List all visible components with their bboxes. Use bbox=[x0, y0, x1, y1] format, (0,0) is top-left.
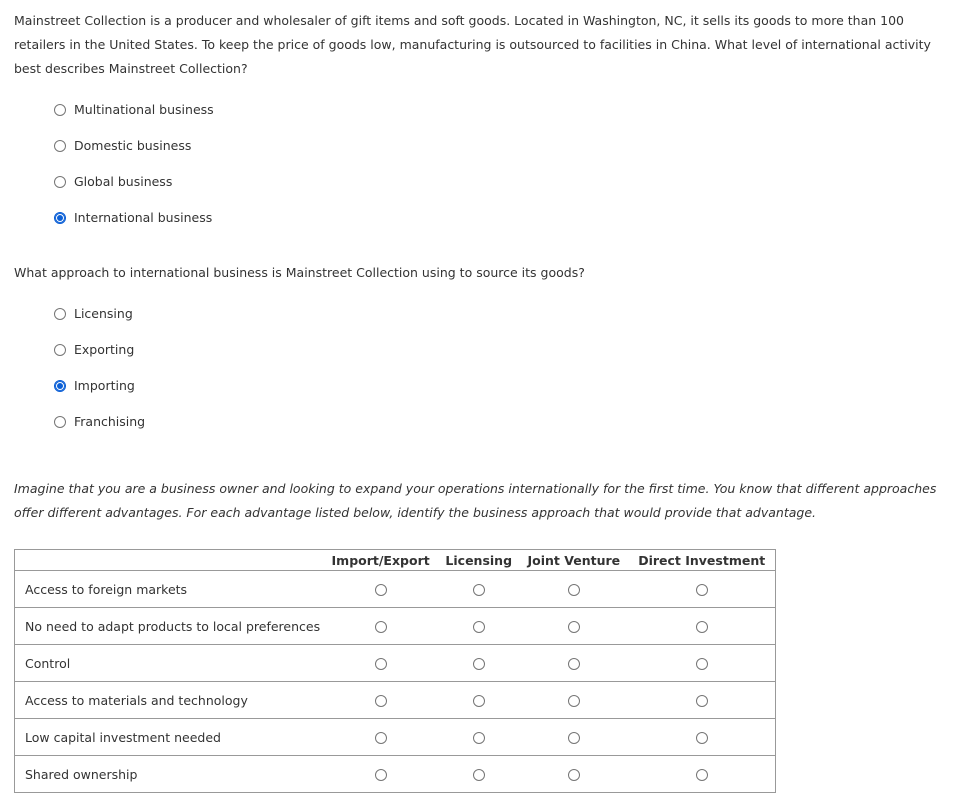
option-licensing[interactable] bbox=[54, 305, 145, 341]
matrix-cell[interactable] bbox=[519, 719, 628, 756]
radio-button[interactable] bbox=[473, 658, 485, 670]
radio-button[interactable] bbox=[473, 732, 485, 744]
matrix-cell[interactable] bbox=[323, 756, 438, 793]
radio-button[interactable] bbox=[375, 658, 387, 670]
radio-button[interactable] bbox=[54, 140, 66, 152]
matrix-cell[interactable] bbox=[519, 571, 628, 608]
radio-button[interactable] bbox=[473, 621, 485, 633]
radio-button[interactable] bbox=[54, 176, 66, 188]
question-1-text: Mainstreet Collection is a producer and wholesaler of gift items and soft goods. Located in Washington, NC, it sells its goods to more than 100 retailers in the United States. To keep the price of goods low, manufacturing is outsourced to facilities in China. What level of international activity best describes Mainstreet Collection? bbox=[14, 13, 931, 76]
matrix-cell[interactable] bbox=[628, 608, 775, 645]
option-franchising[interactable] bbox=[54, 413, 145, 449]
matrix-row bbox=[15, 645, 776, 682]
matrix-cell[interactable] bbox=[519, 682, 628, 719]
question-2-text: What approach to international business is Mainstreet Collection using to source its goods? bbox=[14, 265, 585, 280]
option-label: Franchising bbox=[74, 414, 146, 429]
matrix-row bbox=[15, 756, 776, 793]
radio-button[interactable] bbox=[568, 658, 580, 670]
matrix-row bbox=[15, 719, 776, 756]
matrix-cell[interactable] bbox=[519, 756, 628, 793]
radio-button[interactable] bbox=[375, 621, 387, 633]
matrix-corner bbox=[15, 550, 324, 571]
advantage-matrix bbox=[14, 549, 776, 793]
radio-button[interactable] bbox=[568, 732, 580, 744]
row-label: Shared ownership bbox=[15, 756, 324, 793]
matrix-cell[interactable] bbox=[438, 645, 519, 682]
radio-button[interactable] bbox=[473, 769, 485, 781]
radio-button[interactable] bbox=[375, 769, 387, 781]
radio-button[interactable] bbox=[54, 416, 66, 428]
option-exporting[interactable] bbox=[54, 341, 145, 377]
row-label: Access to foreign markets bbox=[15, 571, 324, 608]
matrix-cell[interactable] bbox=[519, 645, 628, 682]
matrix-cell[interactable] bbox=[323, 645, 438, 682]
option-label: Exporting bbox=[74, 342, 135, 357]
radio-button[interactable] bbox=[568, 621, 580, 633]
matrix-cell[interactable] bbox=[628, 756, 775, 793]
radio-button[interactable] bbox=[696, 695, 708, 707]
matrix-cell[interactable] bbox=[323, 608, 438, 645]
option-label: Licensing bbox=[74, 306, 133, 321]
radio-button[interactable] bbox=[568, 769, 580, 781]
matrix-cell[interactable] bbox=[519, 608, 628, 645]
matrix-cell[interactable] bbox=[438, 756, 519, 793]
radio-button[interactable] bbox=[473, 695, 485, 707]
radio-button[interactable] bbox=[568, 695, 580, 707]
matrix-cell[interactable] bbox=[438, 571, 519, 608]
radio-button[interactable] bbox=[696, 732, 708, 744]
matrix-header-row bbox=[15, 550, 776, 571]
radio-button[interactable] bbox=[375, 695, 387, 707]
radio-button[interactable] bbox=[473, 584, 485, 596]
matrix-cell[interactable] bbox=[438, 608, 519, 645]
matrix-cell[interactable] bbox=[628, 719, 775, 756]
option-importing[interactable] bbox=[54, 377, 145, 413]
option-multinational-business[interactable] bbox=[54, 101, 214, 137]
matrix-row bbox=[15, 608, 776, 645]
option-label: Multinational business bbox=[74, 102, 214, 117]
column-header-joint-venture: Joint Venture bbox=[519, 550, 628, 571]
matrix-cell[interactable] bbox=[323, 682, 438, 719]
radio-button[interactable] bbox=[375, 732, 387, 744]
radio-button[interactable] bbox=[696, 769, 708, 781]
option-international-business[interactable] bbox=[54, 209, 214, 245]
radio-button[interactable] bbox=[696, 658, 708, 670]
option-domestic-business[interactable] bbox=[54, 137, 214, 173]
option-label: International business bbox=[74, 210, 213, 225]
option-label: Domestic business bbox=[74, 138, 192, 153]
column-header-direct-investment: Direct Investment bbox=[628, 550, 775, 571]
matrix-cell[interactable] bbox=[438, 719, 519, 756]
matrix-cell[interactable] bbox=[323, 719, 438, 756]
question-1-options bbox=[54, 101, 214, 245]
radio-button[interactable] bbox=[54, 344, 66, 356]
matrix-cell[interactable] bbox=[628, 571, 775, 608]
column-header-licensing: Licensing bbox=[438, 550, 519, 571]
radio-button-selected[interactable] bbox=[54, 380, 66, 392]
matrix-row bbox=[15, 682, 776, 719]
matrix-row bbox=[15, 571, 776, 608]
matrix-cell[interactable] bbox=[323, 571, 438, 608]
radio-button-selected[interactable] bbox=[54, 212, 66, 224]
matrix-cell[interactable] bbox=[628, 682, 775, 719]
row-label: Low capital investment needed bbox=[15, 719, 324, 756]
radio-button[interactable] bbox=[54, 104, 66, 116]
option-label: Importing bbox=[74, 378, 135, 393]
question-3-text: Imagine that you are a business owner and looking to expand your operations internationally for the first time. You know that different approaches offer different advantages. For each advantage listed below, identify the business approach that would provide that advantage. bbox=[14, 481, 937, 520]
question-2-options bbox=[54, 305, 145, 449]
row-label: No need to adapt products to local preferences bbox=[15, 608, 324, 645]
column-header-import-export: Import/Export bbox=[323, 550, 438, 571]
option-label: Global business bbox=[74, 174, 173, 189]
row-label: Access to materials and technology bbox=[15, 682, 324, 719]
radio-button[interactable] bbox=[568, 584, 580, 596]
option-global-business[interactable] bbox=[54, 173, 214, 209]
matrix-cell[interactable] bbox=[438, 682, 519, 719]
radio-button[interactable] bbox=[696, 584, 708, 596]
radio-button[interactable] bbox=[54, 308, 66, 320]
matrix-cell[interactable] bbox=[628, 645, 775, 682]
row-label: Control bbox=[15, 645, 324, 682]
radio-button[interactable] bbox=[375, 584, 387, 596]
radio-button[interactable] bbox=[696, 621, 708, 633]
